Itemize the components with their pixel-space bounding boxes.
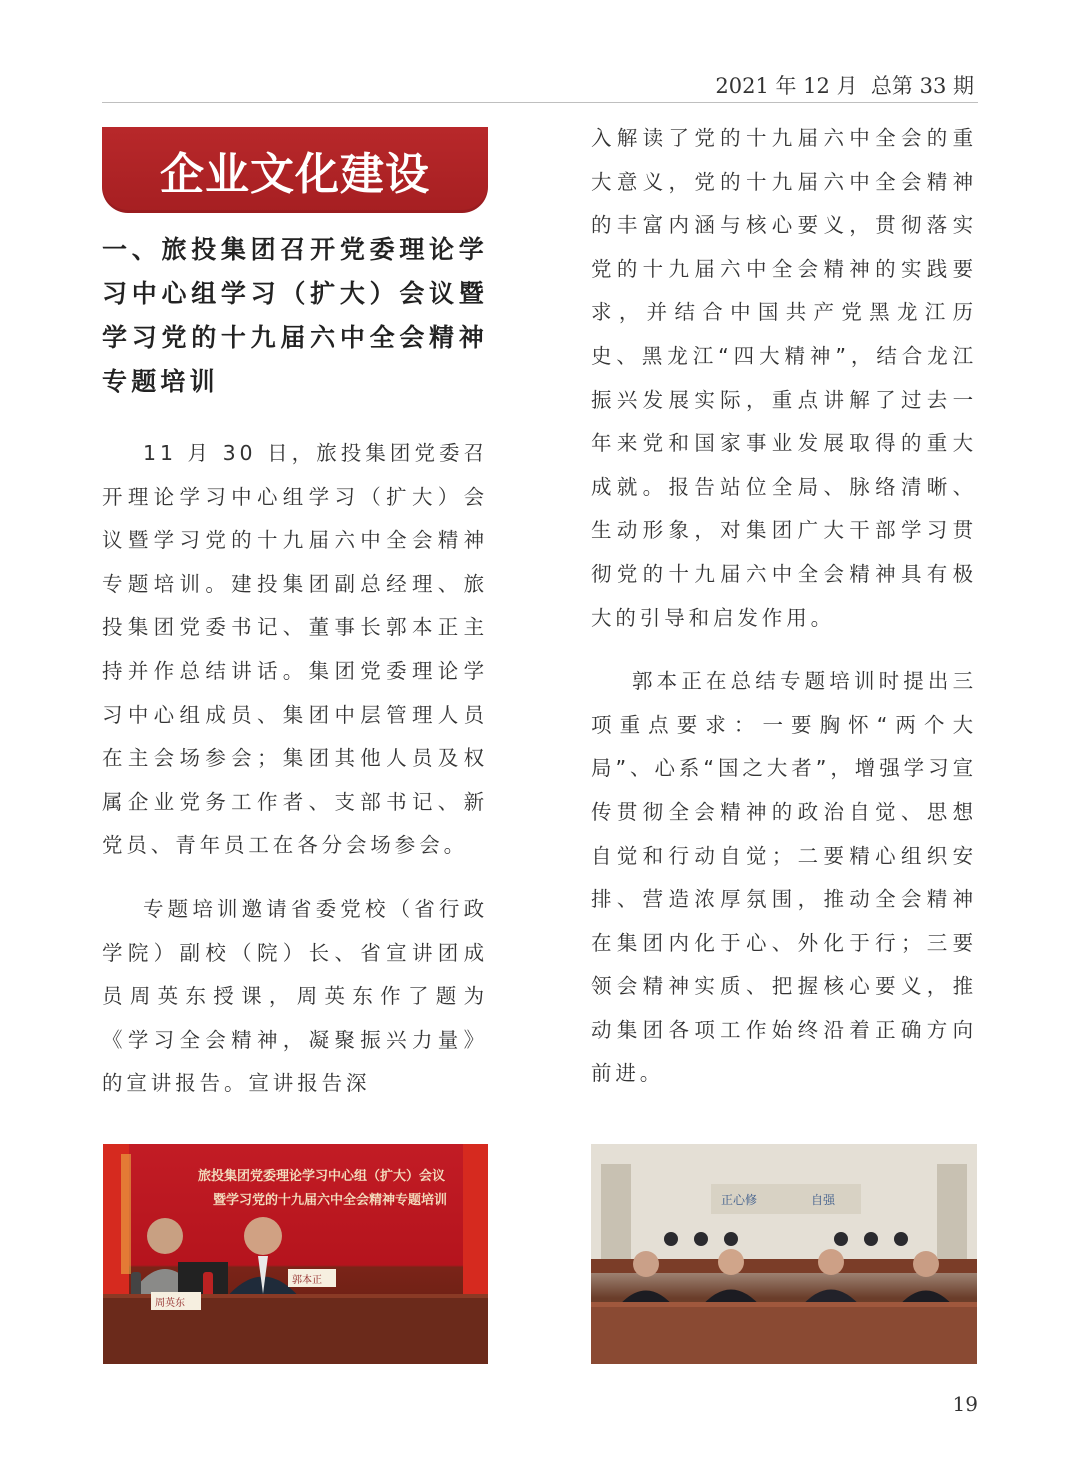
audience-photo-illustration	[591, 1144, 977, 1364]
article-heading: 一、旅投集团召开党委理论学习中心组学习（扩大）会议暨学习党的十九届六中全会精神专题培训	[102, 235, 488, 396]
section-title: 企业文化建设	[160, 149, 430, 200]
section-title-banner	[102, 127, 488, 213]
right-column	[591, 117, 977, 1096]
photo-banner-line2: 暨学习党的十九届六中全会精神专题培训	[213, 1193, 448, 1208]
article-paragraph-3: 郭本正在总结专题培训时提出三项重点要求：一要胸怀“两个大局”、心系“国之大者”，增强学习宣传贯彻全会精神的政治自觉、思想自觉和行动自觉；二要精心组织安排、营造浓厚氛围，推动全会精神在集团内化于心、外化于行；三要领会精神实质、把握核心要义，推动集团各项工作始终沿着正确方向前进。	[591, 669, 977, 1086]
left-column	[102, 228, 488, 1106]
photo-banner-line1: 旅投集团党委理论学习中心组（扩大）会议	[198, 1169, 446, 1184]
page-number: 19	[952, 1392, 978, 1416]
article-paragraph-1: 11 月 30 日，旅投集团党委召开理论学习中心组学习（扩大）会议暨学习党的十九届六中全会精神专题培训。建投集团副总经理、旅投集团党委书记、董事长郭本正主持并作总结讲话。集团党委理论学习中心组成员、集团中层管理人员在主会场参会；集团其他人员及权属企业党务工作者、支部书记、新党员、青年员工在各分会场参会。	[102, 441, 488, 858]
wall-text-right: 自强	[811, 1193, 836, 1207]
podium-photo-illustration	[103, 1144, 488, 1364]
nameplate-right: 郭本正	[292, 1275, 322, 1286]
issue-info: 2021 年 12 月 总第 33 期	[715, 74, 974, 98]
nameplate-left: 周英东	[155, 1298, 185, 1309]
header-divider	[102, 102, 978, 103]
article-paragraph-2-continued: 入解读了党的十九届六中全会的重大意义，党的十九届六中全会精神的丰富内涵与核心要义，贯彻落实党的十九届六中全会精神的实践要求，并结合中国共产党黑龙江历史、黑龙江“四大精神”，结合龙江振兴发展实际，重点讲解了过去一年来党和国家事业发展取得的重大成就。报告站位全局、脉络清晰、生动形象，对集团广大干部学习贯彻党的十九届六中全会精神具有极大的引导和启发作用。	[591, 126, 977, 630]
meeting-podium-photo	[103, 1144, 488, 1364]
wall-text-left: 正心修	[721, 1193, 758, 1207]
article-paragraph-2: 专题培训邀请省委党校（省行政学院）副校（院）长、省宣讲团成员周英东授课，周英东作了题为《学习全会精神，凝聚振兴力量》的宣讲报告。宣讲报告深	[102, 896, 488, 1096]
meeting-audience-photo	[591, 1144, 977, 1364]
